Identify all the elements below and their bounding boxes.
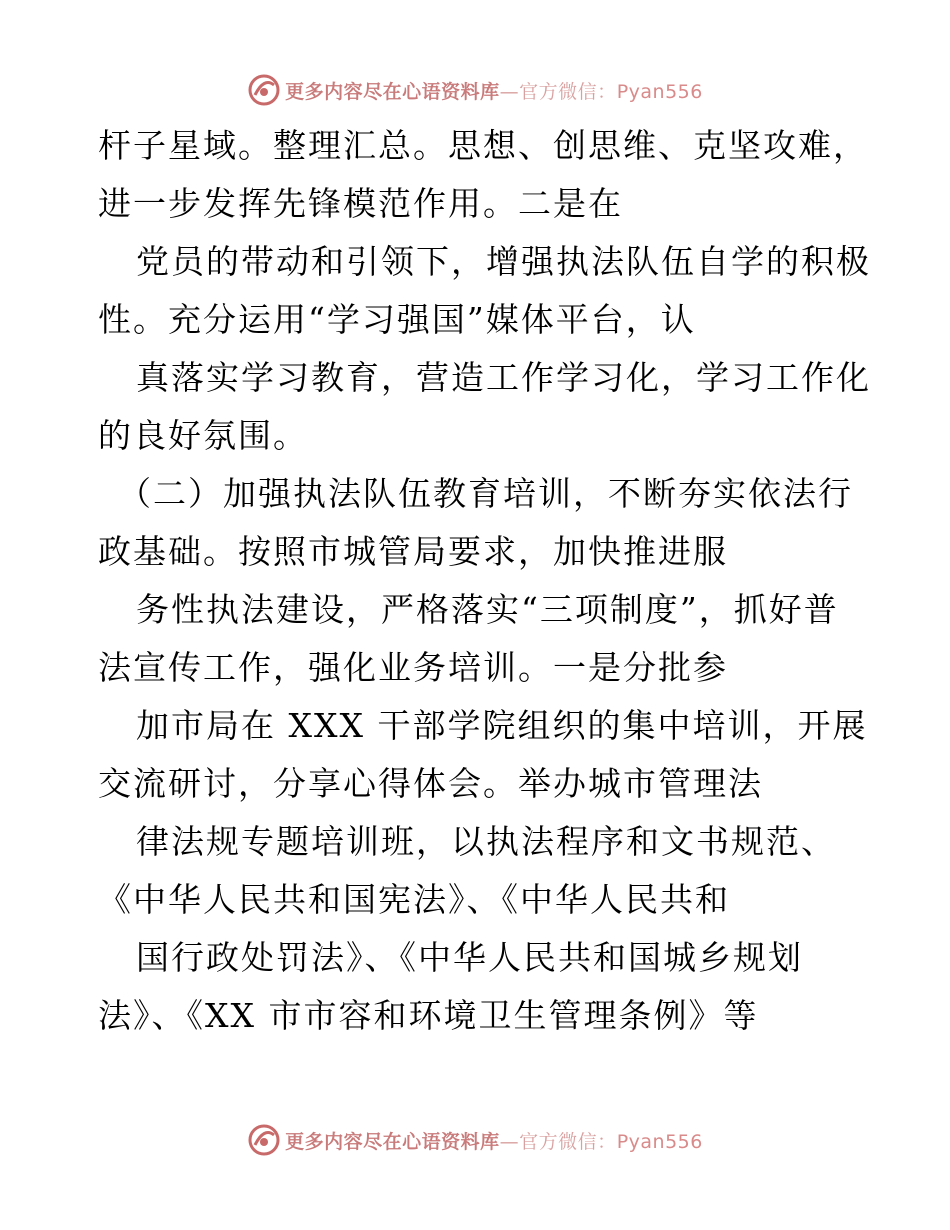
text-line: 国行政处罚法》、《中华人民共和国城乡规划 [136,938,803,977]
text-line: （二）加强执法队伍教育培训，不断夯实依法行 [118,474,853,513]
text-line: 法》、《XX 市市容和环境卫生管理条例》等 [98,996,759,1035]
watermark-brand: 更多内容尽在心语资料库 [285,1130,500,1153]
text-line: 杆子星域。整理汇总。思想、创思维、克坚攻难， [98,126,868,165]
watermark-separator: — [499,1130,520,1153]
watermark-text [285,1127,703,1154]
text-line: 律法规专题培训班，以执法程序和文书规范、 [136,822,836,861]
watermark-label: 官方微信： [519,80,617,103]
watermark-brand: 更多内容尽在心语资料库 [285,80,500,103]
text-line: 务性执法建设，严格落实“三项制度”，抓好普 [136,590,839,629]
text-line: 政基础。按照市城管局要求，加快推进服 [98,532,728,571]
footer-watermark [0,1120,950,1160]
text-line: 《中华人民共和国宪法》、《中华人民共和 [98,880,730,919]
text-line: 党员的带动和引领下，增强执法队伍自学的积极 [136,242,871,281]
watermark-text [285,77,703,104]
watermark-id: Pyan556 [616,1130,703,1153]
text-line: 真落实学习教育，营造工作学习化，学习工作化 [136,358,871,397]
text-line: 法宣传工作，强化业务培训。一是分批参 [98,648,728,687]
text-line: 交流研讨，分享心得体会。举办城市管理法 [98,764,763,803]
header-watermark [0,70,950,110]
watermark-separator: — [499,80,520,103]
logo-icon [247,73,281,107]
text-line: 加市局在 XXX 干部学院组织的集中培训，开展 [136,706,868,745]
text-line: 性。充分运用“学习强国”媒体平台，认 [98,300,696,339]
watermark-id: Pyan556 [616,80,703,103]
watermark-label: 官方微信： [519,1130,617,1153]
logo-icon [247,1123,281,1157]
text-line: 的良好氛围。 [98,416,308,455]
text-line: 进一步发挥先锋模范作用。二是在 [98,184,623,223]
